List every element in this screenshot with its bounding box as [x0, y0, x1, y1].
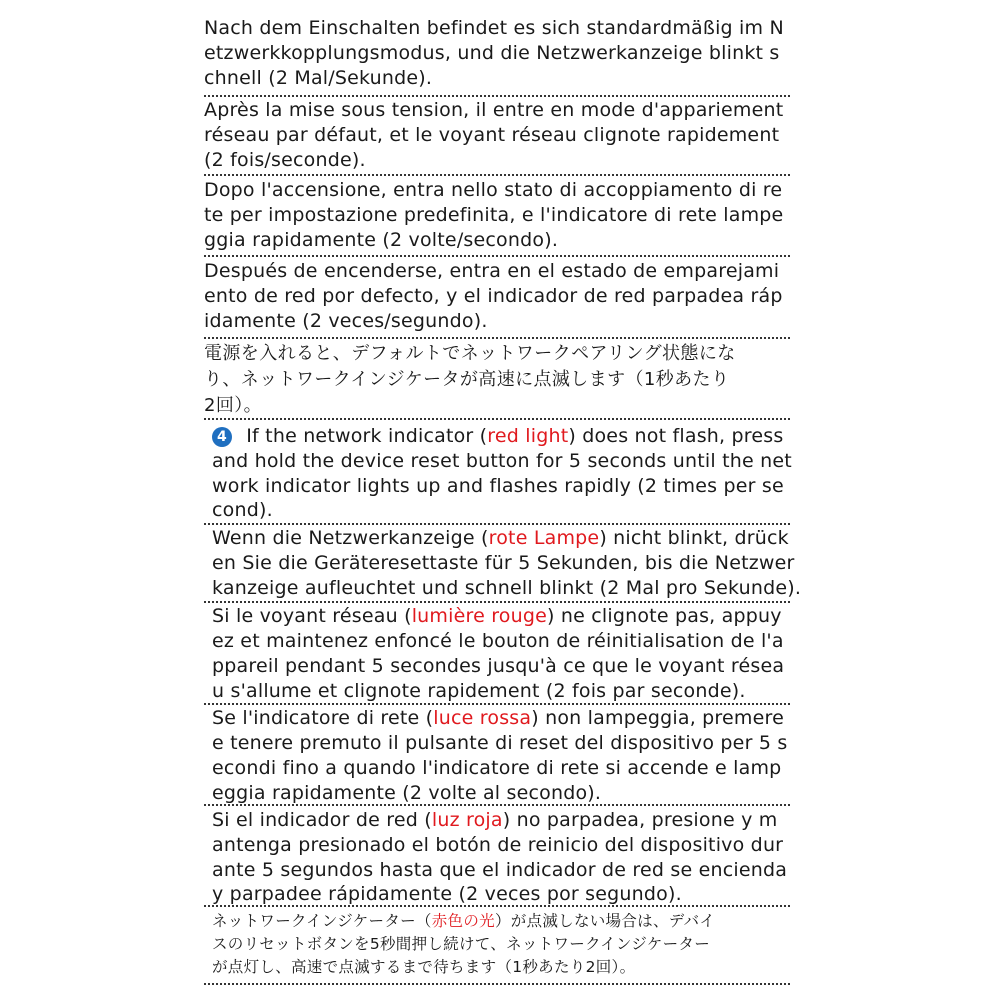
section-fr-step-4 [212, 602, 802, 702]
text-line [212, 706, 784, 730]
text-line: Dopo l'accensione, entra nello stato di accoppiamento di re [204, 179, 783, 201]
text-line: り、ネットワークインジケータが高速に点滅します（1秒あたり [204, 369, 730, 390]
text-line: antenga presionado el botón de reinicio del dispositivo dur [212, 834, 784, 856]
text-segment: Se l'indicatore di rete ( [212, 707, 434, 729]
text-line: ante 5 segundos hasta que el indicador de red se encienda [212, 859, 788, 881]
dotted-separator [204, 905, 790, 907]
text-line [212, 808, 778, 832]
text-line: e tenere premuto il pulsante di reset del dispositivo per 5 s [212, 732, 788, 754]
section-es-step-4 [212, 806, 802, 906]
text-line [212, 909, 715, 933]
text-segment: ）が点滅しない場合は、デバイ [494, 912, 716, 930]
text-segment: ) nicht blinkt, drück [599, 527, 789, 549]
section-fr-power-on [204, 96, 794, 172]
text-line: u s'allume et clignote rapidement (2 fois par seconde). [212, 680, 746, 702]
text-line: (2 fois/seconde). [204, 149, 366, 171]
text-line: ppareil pendant 5 secondes jusqu'à ce que le voyant résea [212, 655, 785, 677]
text-segment: Si el indicador de red ( [212, 809, 432, 831]
step-number-badge: 4 [212, 427, 232, 447]
text-line: スのリセットボタンを5秒間押し続けて、ネットワークインジケーター [212, 935, 711, 953]
text-segment: ) no parpadea, presione y m [502, 809, 778, 831]
highlight-red-light: luz roja [431, 809, 503, 831]
text-segment: ) ne clignote pas, appuy [547, 605, 782, 627]
text-line [212, 604, 782, 628]
text-segment: ネットワークインジケーター（ [212, 912, 432, 930]
dotted-separator [204, 337, 790, 339]
highlight-red-light: 赤色の光 [431, 912, 495, 930]
highlight-red-light: rote Lampe [488, 527, 600, 549]
text-line: te per impostazione predefinita, e l'indicatore di rete lampe [204, 204, 784, 226]
text-line: econdi fino a quando l'indicatore di rete si accende e lamp [212, 757, 782, 779]
highlight-red-light: lumière rouge [411, 605, 548, 627]
text-line: and hold the device reset button for 5 seconds until the net [212, 450, 792, 472]
section-it-step-4 [212, 704, 802, 804]
text-segment: ) non lampeggia, premere [531, 707, 784, 729]
section-de-step-4 [212, 524, 802, 600]
text-segment: If the network indicator ( [240, 425, 488, 447]
text-line: en Sie die Geräteresettaste für 5 Sekunden, bis die Netzwer [212, 552, 795, 574]
text-segment: ) does not flash, press [568, 425, 784, 447]
text-line: Nach dem Einschalten befindet es sich standardmäßig im N [204, 17, 784, 39]
text-line: y parpadee rápidamente (2 veces por segundo). [212, 883, 682, 905]
section-it-power-on [204, 176, 794, 252]
text-line [212, 424, 783, 448]
text-line: work indicator lights up and flashes rapidly (2 times per se [212, 475, 784, 497]
text-line: ggia rapidamente (2 volte/secondo). [204, 229, 559, 251]
text-line: Después de encenderse, entra en el estado de emparejami [204, 260, 780, 282]
section-ja-step-4 [212, 908, 802, 980]
text-line: 2回）。 [204, 395, 263, 416]
section-en-step-4 [212, 422, 802, 522]
highlight-red-light: luce rossa [433, 707, 532, 729]
text-line: idamente (2 veces/segundo). [204, 310, 488, 332]
text-segment: Si le voyant réseau ( [212, 605, 412, 627]
dotted-separator [204, 983, 790, 985]
section-es-power-on [204, 257, 794, 333]
text-line [212, 526, 789, 550]
text-line: が点灯し、高速で点滅するまで待ちます（1秒あたり2回）。 [212, 958, 636, 976]
text-line: cond). [212, 499, 273, 521]
text-line: ento de red por defecto, y el indicador de red parpadea ráp [204, 285, 783, 307]
text-line: eggia rapidamente (2 volte al secondo). [212, 782, 602, 804]
text-line: kanzeige aufleuchtet und schnell blinkt (2 Mal pro Sekunde). [212, 577, 802, 599]
text-line: chnell (2 Mal/Sekunde). [204, 67, 433, 89]
text-line: etzwerkkopplungsmodus, und die Netzwerkanzeige blinkt s [204, 42, 780, 64]
highlight-red-light: red light [487, 425, 569, 447]
text-segment: Wenn die Netzwerkanzeige ( [212, 527, 489, 549]
dotted-separator [204, 418, 790, 420]
section-de-power-on [204, 14, 794, 90]
section-ja-power-on [204, 340, 794, 416]
text-line: Après la mise sous tension, il entre en mode d'appariement [204, 99, 784, 121]
text-line: réseau par défaut, et le voyant réseau clignote rapidement [204, 124, 780, 146]
text-line: 電源を入れると、デフォルトでネットワークペアリング状態にな [204, 343, 736, 364]
text-line: ez et maintenez enfoncé le bouton de réinitialisation de l'a [212, 630, 784, 652]
